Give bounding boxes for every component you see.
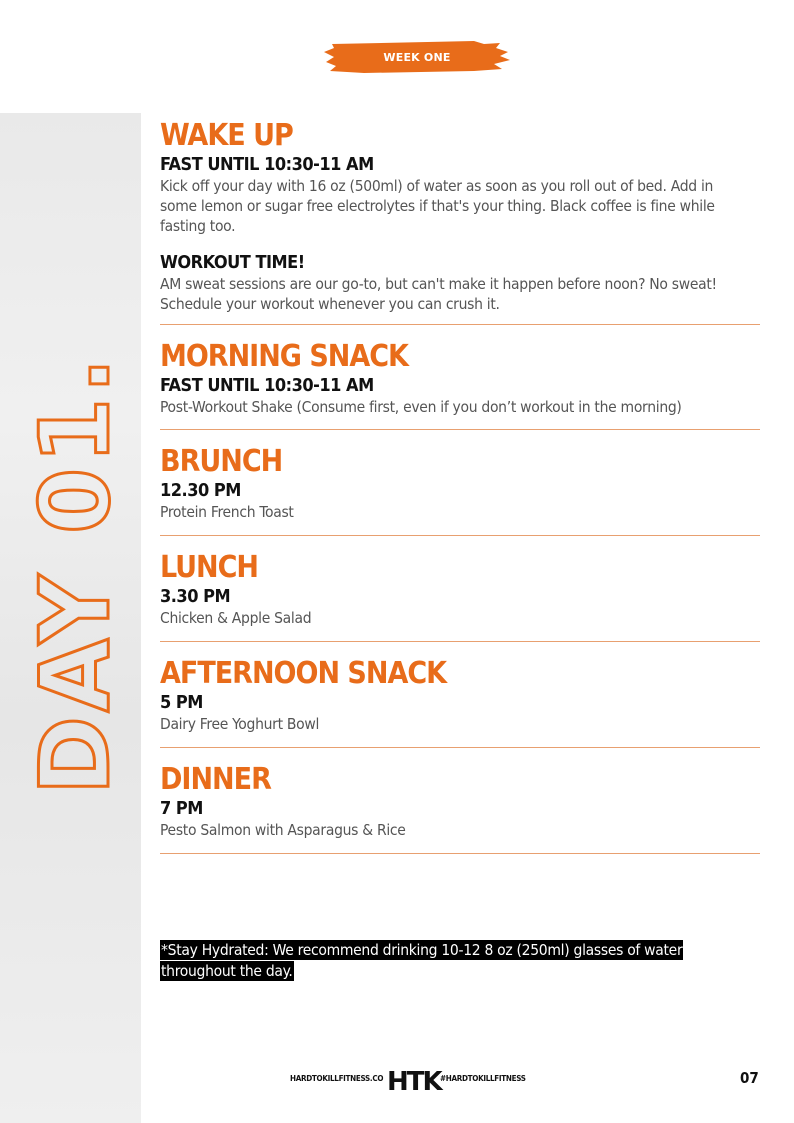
section-title: WAKE UP: [160, 118, 293, 153]
divider: [160, 429, 760, 430]
logo-text: HTK: [387, 1067, 441, 1097]
hydration-note-text: *Stay Hydrated: We recommend drinking 10-12 8 oz (250ml) glasses of water throughout the day.: [161, 941, 683, 980]
divider: [160, 324, 760, 325]
sidebar: [0, 113, 141, 1123]
section-time: 5 PM: [160, 692, 203, 713]
section-time: FAST UNTIL 10:30-11 AM: [160, 375, 374, 396]
section-time: FAST UNTIL 10:30-11 AM: [160, 154, 374, 175]
hydration-note: [160, 940, 740, 982]
section-description: Pesto Salmon with Asparagus & Rice: [160, 821, 406, 839]
section-morning-snack: [160, 339, 760, 430]
section-time: 7 PM: [160, 798, 203, 819]
week-badge: [324, 38, 510, 76]
section-description: Chicken & Apple Salad: [160, 609, 312, 627]
week-label: WEEK ONE: [383, 50, 451, 64]
section-description: Kick off your day with 16 oz (500ml) of water as soon as you roll out of bed. Add in some lemon or sugar free electrolytes if that's your thing. Black coffee is fine while fasting too.: [160, 177, 715, 235]
divider: [160, 641, 760, 642]
website-link[interactable]: HARDTOKILLFITNESS.CO: [290, 1074, 384, 1083]
section-dinner: [160, 762, 760, 854]
htk-logo: [385, 1062, 441, 1097]
section-description: Dairy Free Yoghurt Bowl: [160, 715, 320, 733]
section-description: Protein French Toast: [160, 503, 294, 521]
section-title: AFTERNOON SNACK: [160, 656, 447, 691]
section-time: 12.30 PM: [160, 480, 241, 501]
section-lunch: [160, 550, 760, 642]
section-afternoon-snack: [160, 656, 760, 748]
day-label: DAY 01.: [21, 353, 131, 795]
section-title: DINNER: [160, 762, 271, 797]
section-wake-up: [160, 118, 760, 325]
meal-schedule: [160, 114, 760, 854]
section-title: LUNCH: [160, 550, 259, 585]
divider: [160, 747, 760, 748]
hashtag: #HARDTOKILLFITNESS: [440, 1074, 526, 1083]
workout-subtitle: WORKOUT TIME!: [160, 252, 305, 273]
workout-description: AM sweat sessions are our go-to, but can't make it happen before noon? No sweat! Schedule your workout whenever you can crush it.: [160, 275, 717, 313]
page-number: 07: [740, 1069, 759, 1087]
section-time: 3.30 PM: [160, 586, 231, 607]
day-label-graphic: [0, 113, 141, 1123]
section-title: BRUNCH: [160, 444, 283, 479]
htk-logo-icon: [385, 1062, 441, 1097]
divider: [160, 853, 760, 854]
section-brunch: [160, 444, 760, 536]
section-description: Post-Workout Shake (Consume first, even if you don’t workout in the morning): [160, 398, 682, 416]
divider: [160, 535, 760, 536]
section-title: MORNING SNACK: [160, 339, 408, 374]
